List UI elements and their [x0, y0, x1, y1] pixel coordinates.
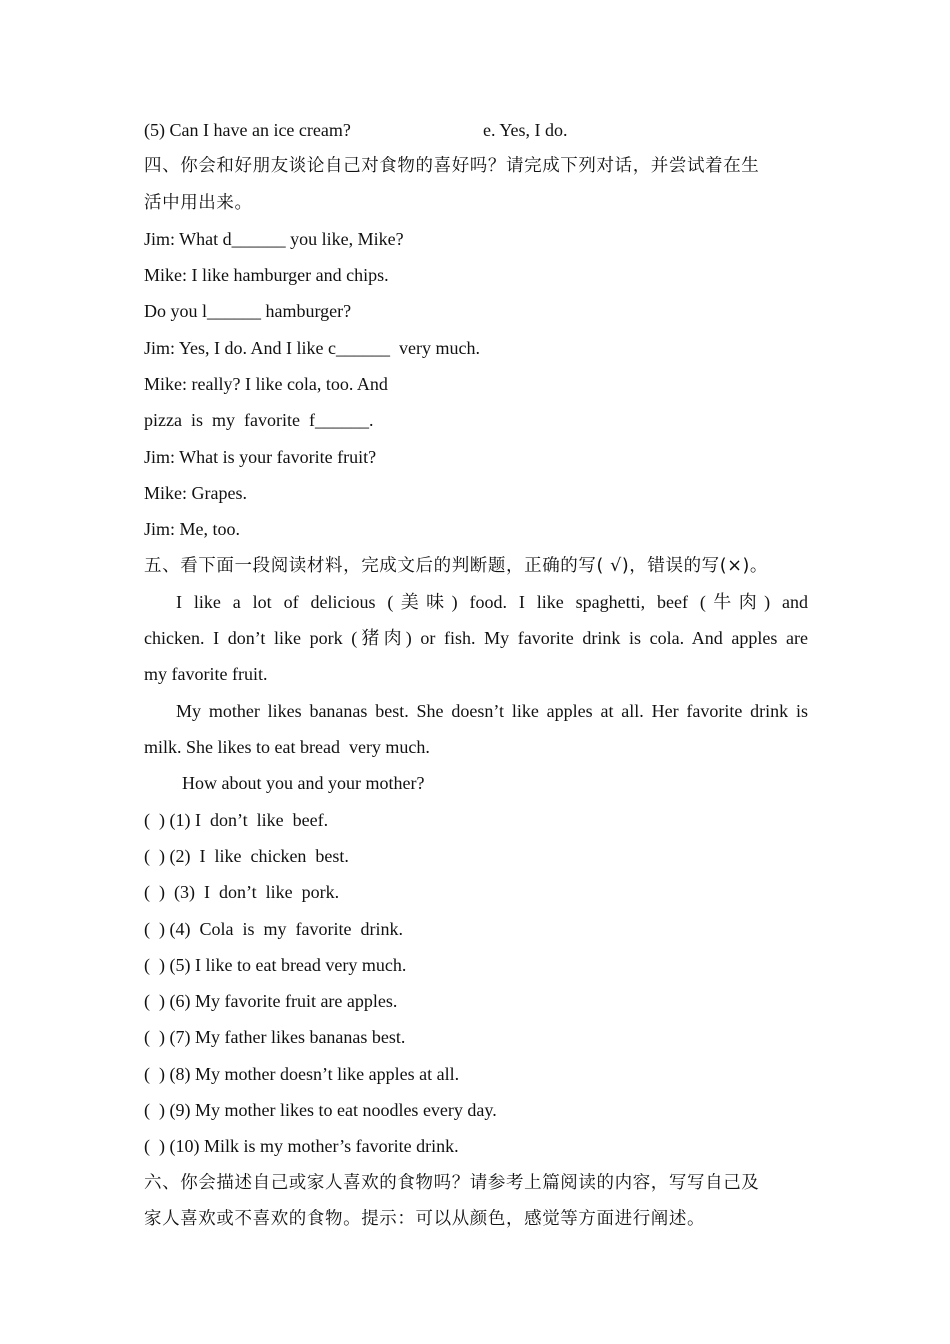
dialogue-line: Mike: Grapes. — [144, 482, 247, 503]
item5-question: (5) Can I have an ice cream? — [144, 120, 351, 140]
dialogue-line: Do you l______ hamburger? — [144, 301, 352, 322]
judgment-item: ( ) (10) Milk is my mother’s favorite drink. — [144, 1136, 459, 1157]
dialogue-line: pizza is my favorite f______. — [144, 410, 374, 431]
passage-line: chicken. I don’t like pork (猪肉) or fish. My favorite drink is cola. And apples are — [144, 628, 808, 649]
section6-heading-line1: 六、你会描述自己或家人喜欢的食物吗？请参考上篇阅读的内容，写写自己及 — [144, 1172, 760, 1193]
dialogue-line: Mike: really? I like cola, too. And — [144, 374, 388, 395]
passage-line: I like a lot of delicious (美味) food. I like spaghetti, beef (牛肉) and — [176, 591, 808, 612]
passage-line: My mother likes bananas best. She doesn’t like apples at all. Her favorite drink is — [176, 700, 808, 721]
judgment-item: ( ) (7) My father likes bananas best. — [144, 1027, 406, 1048]
section6-heading-line2: 家人喜欢或不喜欢的食物。提示：可以从颜色，感觉等方面进行阐述。 — [144, 1208, 706, 1229]
section4-heading-line1: 四、你会和好朋友谈论自己对食物的喜好吗？请完成下列对话，并尝试着在生 — [144, 156, 760, 177]
judgment-item: ( ) (4) Cola is my favorite drink. — [144, 918, 403, 939]
judgment-item: ( ) (1) I don’t like beef. — [144, 809, 329, 830]
judgment-item: ( ) (5) I like to eat bread very much. — [144, 954, 407, 975]
passage-line: How about you and your mother? — [182, 773, 425, 794]
dialogue-line: Jim: Yes, I do. And I like c______ very much. — [144, 337, 480, 358]
section4-heading-line2: 活中用出来。 — [144, 192, 253, 213]
section3-item5 — [144, 112, 808, 148]
passage-line: my favorite fruit. — [144, 664, 268, 685]
judgment-item: ( ) (6) My favorite fruit are apples. — [144, 991, 398, 1012]
judgment-item: ( ) (8) My mother doesn’t like apples at all. — [144, 1063, 460, 1084]
dialogue-line: Jim: Me, too. — [144, 519, 241, 540]
dialogue-line: Jim: What is your favorite fruit? — [144, 446, 377, 467]
dialogue-line: Jim: What d______ you like, Mike? — [144, 228, 404, 249]
judgment-item: ( ) (9) My mother likes to eat noodles every day. — [144, 1100, 497, 1121]
passage-line: milk. She likes to eat bread very much. — [144, 737, 430, 758]
judgment-item: ( ) (2) I like chicken best. — [144, 845, 349, 866]
worksheet-page — [144, 112, 808, 1237]
item5-answer: e. Yes, I do. — [483, 120, 568, 140]
section5-heading: 五、看下面一段阅读材料，完成文后的判断题，正确的写( √)，错误的写(×)。 — [144, 555, 768, 576]
judgment-item: ( ) (3) I don’t like pork. — [144, 882, 340, 903]
dialogue-line: Mike: I like hamburger and chips. — [144, 265, 389, 286]
